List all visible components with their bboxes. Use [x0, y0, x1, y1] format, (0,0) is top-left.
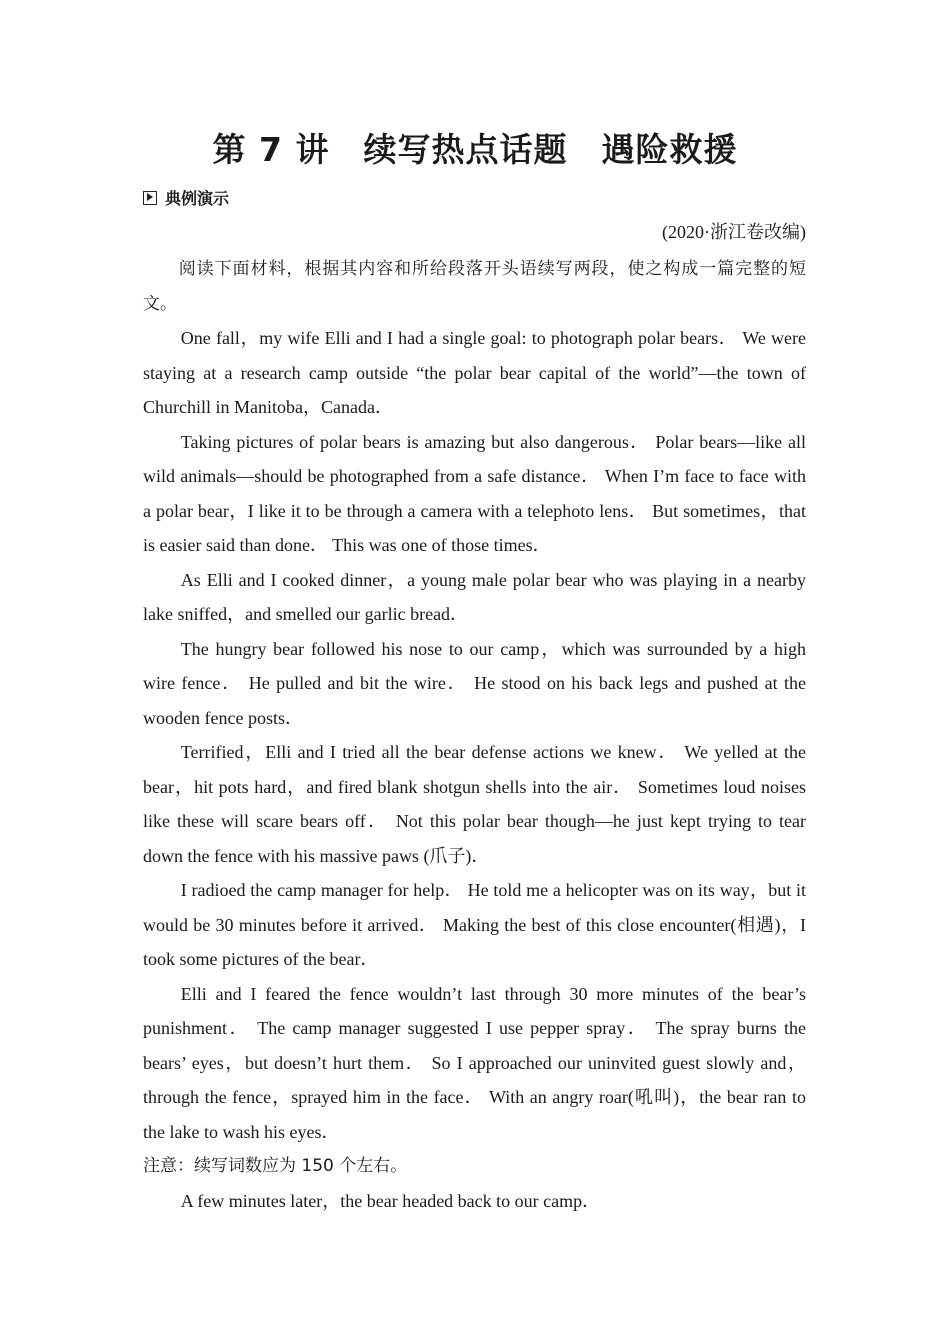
exam-source: (2020·浙江卷改编) [662, 222, 806, 242]
continuation-opening: A few minutes later，the bear headed back to our camp． [180, 1190, 601, 1211]
page-title: 第 7 讲 续写热点话题 遇险救援 [212, 130, 738, 169]
instruction-paragraph: 阅读下面材料，根据其内容和所给段落开头语续写两段，使之构成一篇完整的短文。 [143, 259, 806, 314]
passage-paragraph: Elli and I feared the fence wouldn’t last through 30 more minutes of the bear’s punishment． The camp manager suggested I use pepper spray． The spray burns the bears’ eyes，but doesn’t hurt them． So I approached our uninvited guest slowly and，through the fence，sprayed him in the face． With an angry roar(吼叫)，the bear ran to the lake to wash his eyes． [143, 983, 806, 1142]
passage-paragraph: One fall，my wife Elli and I had a single goal: to photograph polar bears． We were staying at a research camp outside “the polar bear capital of the world”—the town of Churchill in Manitoba，Canada． [143, 328, 806, 417]
section-label: 典例演示 [165, 189, 230, 208]
section-heading [143, 186, 229, 209]
passage-paragraph: As Elli and I cooked dinner，a young male polar bear who was playing in a nearby lake sniffed，and smelled our garlic bread． [143, 569, 806, 624]
play-square-icon [143, 191, 157, 205]
word-count-note: 注意：续写词数应为 150 个左右。 [143, 1156, 408, 1176]
passage-paragraph: I radioed the camp manager for help． He told me a helicopter was on its way，but it would be 30 minutes before it arrived． Making the best of this close encounter(相遇)，I took some pictures of the bear． [143, 880, 806, 969]
passage-paragraph: The hungry bear followed his nose to our camp，which was surrounded by a high wire fence． He pulled and bit the wire． He stood on his back legs and pushed at the wooden fence posts． [143, 638, 806, 728]
passage-paragraph: Taking pictures of polar bears is amazing but also dangerous． Polar bears—like all wild animals—should be photographed from a safe distance． When I’m face to face with a polar bear，I like it to be through a camera with a telephoto lens． But sometimes，that is easier said than done． This was one of those times． [143, 431, 806, 555]
passage-paragraph: Terrified，Elli and I tried all the bear defense actions we knew． We yelled at the bear，hit pots hard，and fired blank shotgun shells into the air． Sometimes loud noises like these will scare bears off． Not this polar bear though—he just kept trying to tear down the fence with his massive paws (爪子)． [143, 742, 806, 866]
passage-body [143, 252, 806, 1218]
